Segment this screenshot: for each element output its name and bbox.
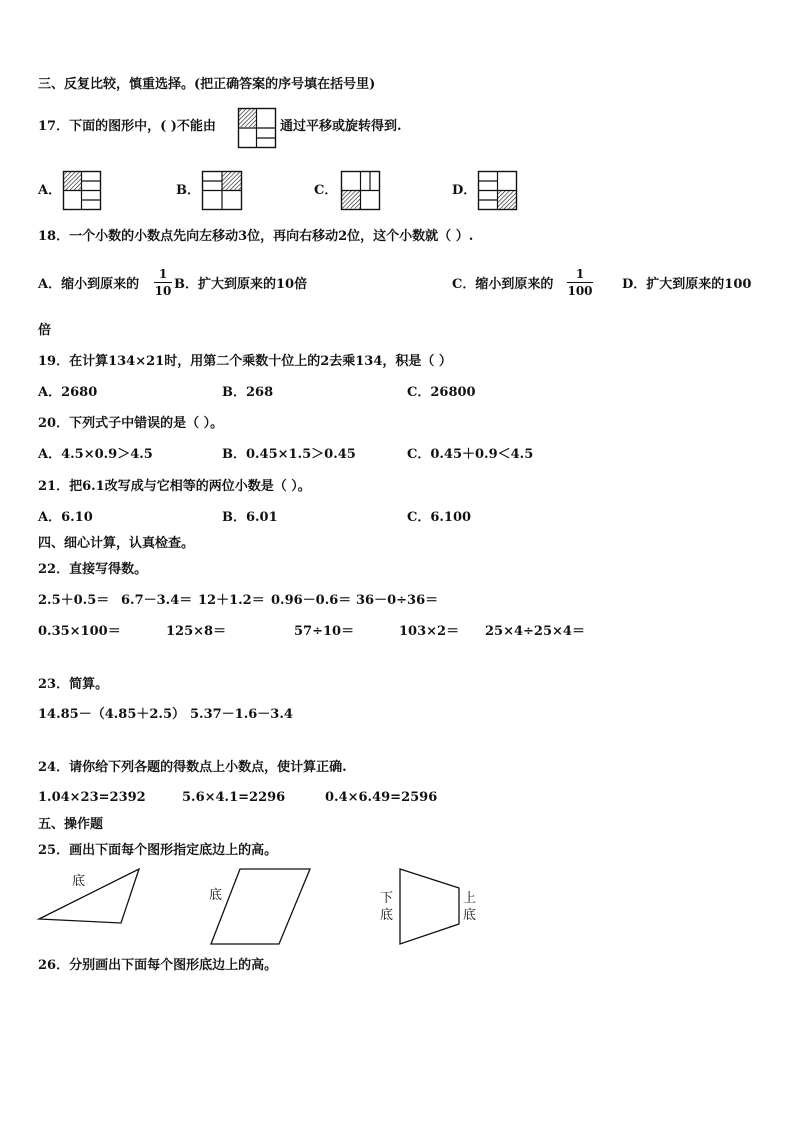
- q18-stem: 18．一个小数的小数点先向左移动3位，再向右移动2位，这个小数就（ ）.: [38, 229, 474, 244]
- q22-row2-item-1: 0.35×100＝: [38, 624, 121, 639]
- q22-row2-item-4: 103×2＝: [399, 624, 460, 639]
- q22-row1-item-4: 0.96－0.6＝: [271, 593, 352, 608]
- q18-fraction-c-denominator: 100: [567, 284, 593, 298]
- q25-trapezoid-right-label-1: 上: [463, 891, 477, 906]
- q22-row1-item-3: 12＋1.2＝: [198, 593, 265, 608]
- q17-option-c-figure[interactable]: [341, 171, 380, 210]
- q18-fraction-a-numerator: 1: [158, 267, 168, 281]
- q17-option-d-figure[interactable]: [478, 171, 517, 210]
- q18-option-b: B．扩大到原来的10倍: [174, 277, 308, 292]
- q23-item-2: 5.37－1.6－3.4: [190, 707, 293, 722]
- q24-stem: 24．请你给下列各题的得数点上小数点，使计算正确.: [38, 760, 347, 775]
- q20-option-a: A．4.5×0.9＞4.5: [38, 447, 153, 462]
- q19-option-b: B．268: [222, 385, 274, 400]
- q25-triangle-base-label: 底: [72, 874, 86, 889]
- q17-option-b-label: B．: [176, 183, 200, 198]
- q25-triangle-figure[interactable]: [38, 868, 142, 924]
- q18-fraction-a: [154, 268, 172, 298]
- q21-option-c: C．6.100: [407, 510, 472, 525]
- q23-stem: 23．简算。: [38, 677, 109, 692]
- q17-stem-part-a: 17．下面的图形中，( )不能由: [38, 119, 216, 134]
- section-3-heading: 三、反复比较，慎重选择。(把正确答案的序号填在括号里): [38, 77, 376, 92]
- q24-item-3: 0.4×6.49=2596: [325, 790, 438, 805]
- q18-option-d-wrap: 倍: [38, 323, 52, 338]
- q17-option-b-figure[interactable]: [202, 171, 242, 210]
- q18-option-d: D．扩大到原来的100: [622, 277, 752, 292]
- q24-item-1: 1.04×23=2392: [38, 790, 146, 805]
- q20-stem: 20．下列式子中错误的是（ ）。: [38, 416, 224, 431]
- q18-fraction-c-numerator: 1: [575, 267, 585, 281]
- q20-option-b: B．0.45×1.5＞0.45: [222, 447, 356, 462]
- q22-row2-item-3: 57÷10＝: [294, 624, 355, 639]
- q21-option-b: B．6.01: [222, 510, 278, 525]
- q18-fraction-a-denominator: 10: [154, 284, 172, 298]
- q19-option-a: A．2680: [38, 385, 98, 400]
- q25-parallelogram-figure[interactable]: [210, 868, 312, 946]
- q26-stem: 26．分别画出下面每个图形底边上的高。: [38, 958, 278, 973]
- q25-trapezoid-right-label-2: 底: [463, 908, 477, 923]
- section-4-heading: 四、细心计算，认真检查。: [38, 536, 195, 551]
- q17-option-a-figure[interactable]: [63, 171, 101, 210]
- q18-option-a: A．缩小到原来的: [38, 277, 140, 292]
- q18-option-c: C．缩小到原来的: [452, 277, 554, 292]
- section-5-heading: 五、操作题: [38, 817, 104, 832]
- q19-stem: 19．在计算134×21时，用第二个乘数十位上的2去乘134，积是（ ）: [38, 354, 452, 369]
- q25-trapezoid-left-label-2: 底: [380, 908, 394, 923]
- q17-option-c-label: C．: [314, 183, 338, 198]
- q22-stem: 22．直接写得数。: [38, 562, 148, 577]
- q22-row2-item-5: 25×4÷25×4＝: [485, 624, 585, 639]
- q17-stem-part-b: 通过平移或旋转得到.: [280, 119, 402, 134]
- q24-item-2: 5.6×4.1=2296: [182, 790, 286, 805]
- q22-row1-item-2: 6.7－3.4＝: [121, 593, 193, 608]
- q21-option-a: A．6.10: [38, 510, 93, 525]
- q25-parallelogram-base-label: 底: [209, 888, 223, 903]
- q17-reference-figure: [238, 108, 276, 148]
- q19-option-c: C．26800: [407, 385, 476, 400]
- q25-trapezoid-left-label-1: 下: [380, 891, 394, 906]
- q25-stem: 25．画出下面每个图形指定底边上的高。: [38, 843, 278, 858]
- q21-stem: 21．把6.1改写成与它相等的两位小数是（ ）。: [38, 479, 311, 494]
- q22-row1-item-1: 2.5＋0.5＝: [38, 593, 110, 608]
- q20-option-c: C．0.45＋0.9＜4.5: [407, 447, 534, 462]
- q23-item-1: 14.85－（4.85＋2.5）: [38, 707, 185, 722]
- q22-row1-item-5: 36－0÷36＝: [356, 593, 439, 608]
- q17-option-d-label: D．: [452, 183, 477, 198]
- q17-option-a-label: A．: [38, 183, 62, 198]
- q22-row2-item-2: 125×8＝: [166, 624, 227, 639]
- q25-trapezoid-figure[interactable]: [399, 868, 461, 946]
- q18-fraction-c: [567, 268, 593, 298]
